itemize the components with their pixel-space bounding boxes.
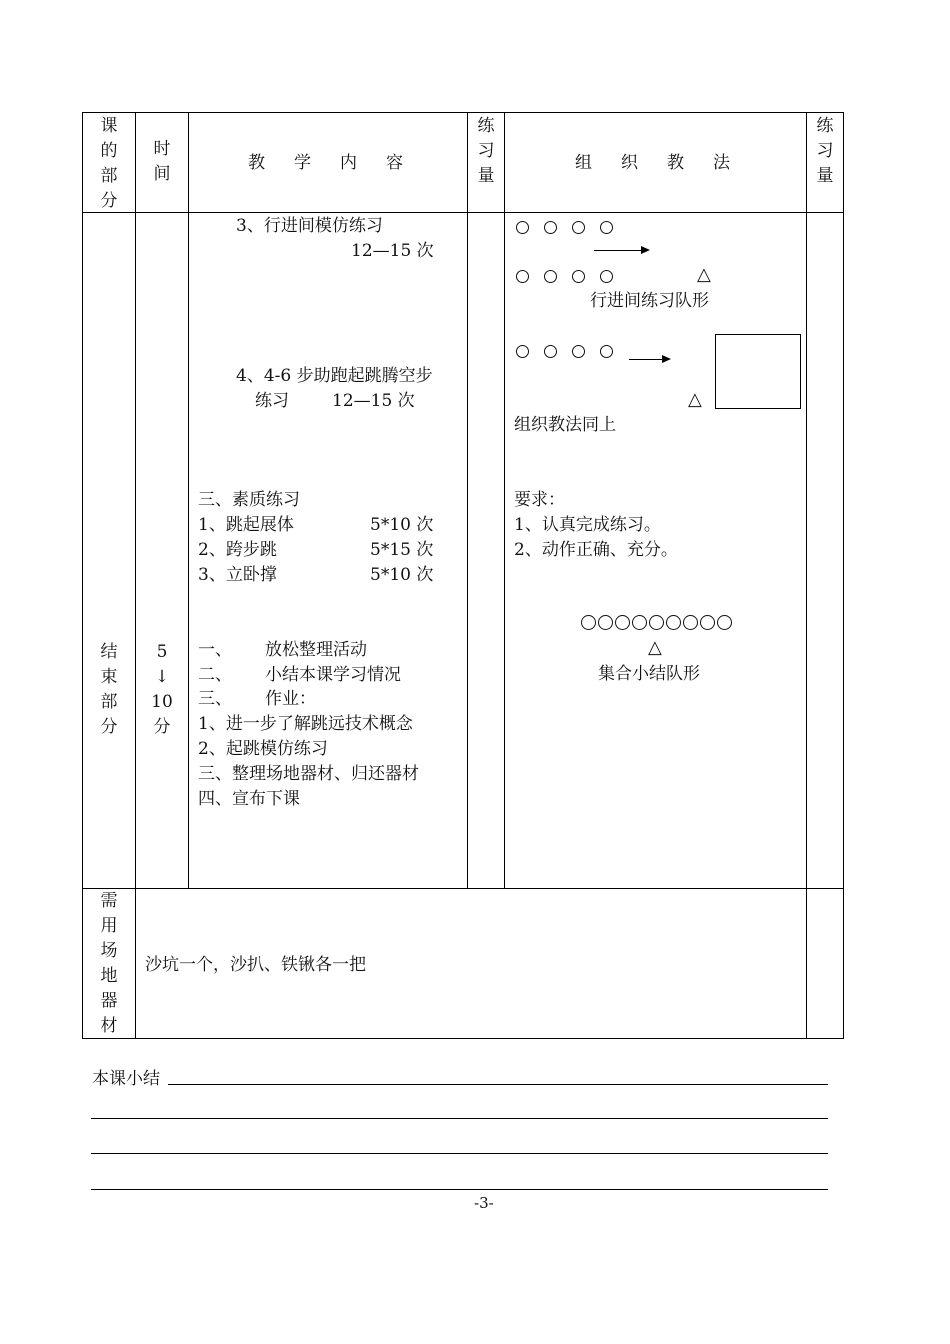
formation2-row	[516, 343, 628, 363]
quality-item-count: 5*10 次	[370, 515, 434, 535]
header-organization-method: 组 织 教 法	[575, 153, 736, 173]
item4-label: 练习	[255, 391, 289, 411]
col-divider-3	[467, 112, 468, 889]
closing-item: 三、整理场地器材、归还器材	[198, 764, 419, 784]
table-top-border	[82, 112, 844, 113]
page-number: -3-	[474, 1194, 494, 1212]
table-bottom-border	[82, 1038, 844, 1039]
header-bottom-border	[82, 212, 844, 213]
summary-label: 本课小结	[92, 1069, 160, 1089]
formation1-row1	[516, 219, 628, 239]
homework-item: 2、起跳模仿练习	[198, 739, 328, 759]
header-time: 时 间	[153, 139, 171, 184]
header-teaching-content: 教 学 内 容	[248, 153, 409, 173]
teacher-triangle: △	[697, 264, 711, 285]
formation2-caption: 组织教法同上	[514, 415, 616, 435]
equipment-label: 需 用 场 地 器 材	[100, 891, 118, 1036]
header-lesson-part: 课 的 部 分	[100, 116, 118, 211]
end-item-num: 二、	[198, 665, 232, 685]
item3-title: 3、行进间模仿练习	[236, 216, 383, 236]
end-item-text: 小结本课学习情况	[265, 665, 401, 685]
col-divider-2	[188, 112, 189, 889]
col-divider-4	[504, 112, 505, 889]
homework-item: 1、进一步了解跳远技术概念	[198, 714, 413, 734]
gather-formation-row	[581, 615, 734, 635]
quality-title: 三、素质练习	[198, 490, 300, 510]
end-section-time: 5 ↓ 10 分	[151, 642, 173, 737]
quality-item-name: 2、跨步跳	[198, 540, 277, 560]
requirements-title: 要求：	[514, 490, 565, 510]
col-divider-5	[806, 112, 807, 1039]
quality-item-name: 3、立卧撑	[198, 565, 277, 585]
formation1-row2	[516, 268, 628, 288]
quality-item-count: 5*10 次	[370, 565, 434, 585]
summary-line[interactable]	[168, 1084, 828, 1085]
gather-caption: 集合小结队形	[598, 664, 700, 684]
teacher-triangle: △	[648, 637, 662, 658]
summary-line[interactable]	[91, 1189, 828, 1190]
sand-pit-box	[715, 334, 801, 409]
item4-title: 4、4-6 步助跑起跳腾空步	[236, 366, 433, 386]
table-right-border	[843, 112, 844, 1039]
formation1-arrow	[594, 250, 648, 251]
closing-item: 四、宣布下课	[198, 789, 300, 809]
header-practice-amount: 练 习 量	[477, 116, 495, 186]
end-item-num: 一、	[198, 640, 232, 660]
end-item-num: 三、	[198, 689, 232, 709]
end-item-text: 放松整理活动	[265, 640, 367, 660]
summary-line[interactable]	[91, 1153, 828, 1154]
body-bottom-border	[82, 888, 844, 889]
item4-count: 12—15 次	[332, 391, 415, 411]
end-item-text: 作业：	[265, 689, 316, 709]
end-section-label: 结 束 部 分	[100, 642, 118, 737]
quality-item-name: 1、跳起展体	[198, 515, 294, 535]
formation1-caption: 行进间练习队形	[590, 291, 709, 311]
requirement-item: 1、认真完成练习。	[514, 515, 661, 535]
header-practice-amount-2: 练 习 量	[816, 116, 834, 186]
requirement-item: 2、动作正确、充分。	[514, 540, 678, 560]
teacher-triangle: △	[688, 389, 702, 410]
item3-count: 12—15 次	[351, 241, 434, 261]
summary-line[interactable]	[91, 1118, 828, 1119]
formation2-arrow	[629, 359, 669, 360]
equipment-text: 沙坑一个，沙扒、铁锹各一把	[145, 955, 366, 975]
quality-item-count: 5*15 次	[370, 540, 434, 560]
